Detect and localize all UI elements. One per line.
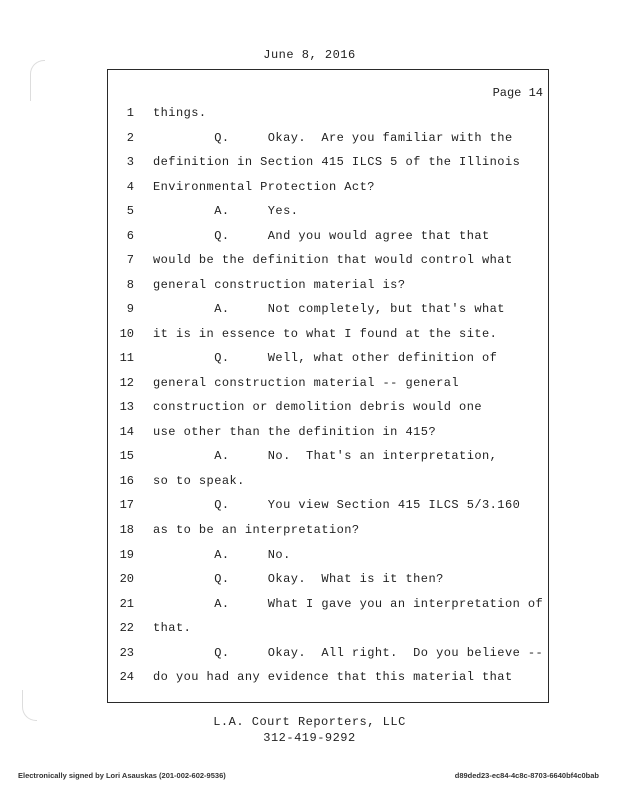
line-number: 14 <box>119 424 134 439</box>
document-id: d89ded23-ec84-4c8c-8703-6640bf4c0bab <box>454 771 599 780</box>
transcript-line <box>0 253 619 277</box>
line-number: 4 <box>126 179 134 194</box>
line-number: 15 <box>119 449 134 464</box>
transcript-line <box>0 278 619 302</box>
line-number: 18 <box>119 523 134 537</box>
line-text: Q. And you would agree that that <box>153 228 490 243</box>
transcript-line <box>0 351 619 375</box>
transcript-line <box>0 155 619 179</box>
line-number: 1 <box>126 106 134 120</box>
header-date: June 8, 2016 <box>263 48 356 62</box>
transcript-line <box>0 400 619 424</box>
line-number: 5 <box>126 204 134 219</box>
line-text: that. <box>153 621 192 636</box>
line-text: Q. Okay. What is it then? <box>153 572 444 587</box>
line-number: 19 <box>119 547 134 562</box>
line-text: as to be an interpretation? <box>153 523 360 537</box>
transcript-line <box>0 498 619 522</box>
line-text: would be the definition that would control what <box>153 253 513 268</box>
line-number: 22 <box>119 621 134 636</box>
line-text: things. <box>153 106 207 120</box>
line-number: 6 <box>126 228 134 243</box>
line-number: 23 <box>119 645 134 660</box>
line-text: use other than the definition in 415? <box>153 424 437 439</box>
line-number: 8 <box>126 277 134 292</box>
transcript-line <box>0 425 619 449</box>
line-number: 20 <box>119 572 134 587</box>
line-text: Q. Okay. All right. Do you believe -- <box>153 645 544 660</box>
transcript-line <box>0 572 619 596</box>
transcript-line <box>0 548 619 572</box>
scan-artifact-top-left <box>30 60 45 101</box>
line-number: 10 <box>119 326 134 341</box>
transcript-line <box>0 180 619 204</box>
transcript-line <box>0 449 619 473</box>
line-number: 9 <box>126 302 134 317</box>
line-number: 13 <box>119 400 134 415</box>
transcript-line <box>0 106 619 130</box>
transcript-line <box>0 327 619 351</box>
transcript-line <box>0 131 619 155</box>
transcript-line <box>0 204 619 228</box>
line-number: 16 <box>119 473 134 488</box>
line-text: general construction material -- general <box>153 375 460 390</box>
e-signature-note: Electronically signed by Lori Asauskas (201-002-602-9536) <box>18 771 226 780</box>
transcript-line <box>0 646 619 670</box>
page-number: Page 14 <box>492 86 543 100</box>
line-text: Environmental Protection Act? <box>153 179 375 194</box>
line-text: A. Not completely, but that's what <box>153 302 505 317</box>
transcript-line <box>0 597 619 621</box>
line-number: 7 <box>126 253 134 268</box>
line-number: 11 <box>119 351 134 366</box>
transcript-line <box>0 376 619 400</box>
line-text: A. No. That's an interpretation, <box>153 449 498 464</box>
line-number: 21 <box>119 596 134 611</box>
line-text: A. What I gave you an interpretation of <box>153 596 544 611</box>
line-text: definition in Section 415 ILCS 5 of the Illinois <box>153 155 521 170</box>
transcript-line <box>0 302 619 326</box>
line-text: A. Yes. <box>153 204 299 219</box>
line-text: Q. Okay. Are you familiar with the <box>153 130 513 145</box>
line-text: so to speak. <box>153 473 245 488</box>
line-number: 12 <box>119 375 134 390</box>
line-text: construction or demolition debris would one <box>153 400 483 415</box>
footer-phone: 312-419-9292 <box>263 731 356 745</box>
footer-firm: L.A. Court Reporters, LLC <box>213 715 406 729</box>
line-text: Q. Well, what other definition of <box>153 351 498 366</box>
transcript-line <box>0 474 619 498</box>
line-number: 24 <box>119 670 134 685</box>
line-text: Q. You view Section 415 ILCS 5/3.160 <box>153 498 521 513</box>
transcript-line <box>0 621 619 645</box>
line-number: 17 <box>119 498 134 513</box>
line-text: A. No. <box>153 547 291 562</box>
line-text: general construction material is? <box>153 277 406 292</box>
transcript-line <box>0 670 619 694</box>
transcript-line <box>0 229 619 253</box>
line-text: do you had any evidence that this material that <box>153 670 513 685</box>
line-number: 2 <box>126 130 134 145</box>
transcript-line <box>0 523 619 547</box>
line-text: it is in essence to what I found at the site. <box>153 326 498 341</box>
line-number: 3 <box>126 155 134 170</box>
